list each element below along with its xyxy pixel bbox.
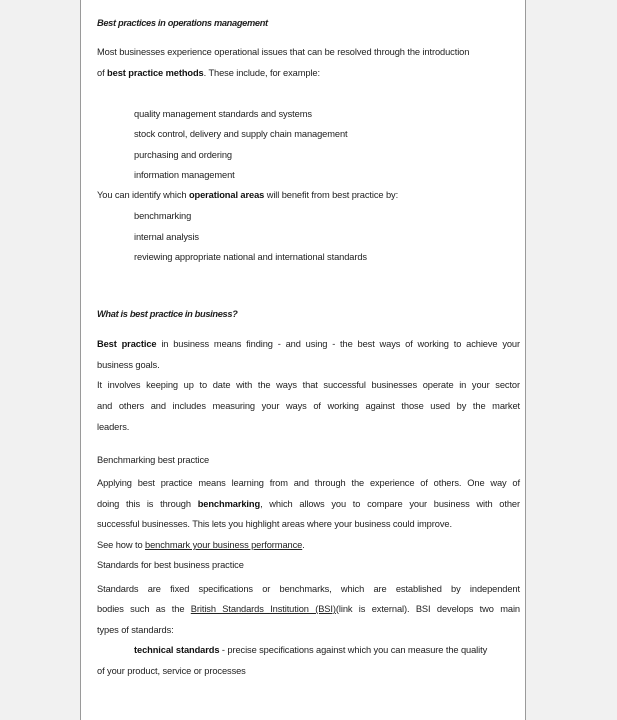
text: doing this is through [97, 499, 198, 509]
list-item-technical-standards-line2: of your product, service or processes [97, 666, 246, 676]
text: See how to [97, 540, 145, 550]
bold-term-best-practice-methods: best practice methods [107, 68, 204, 78]
bold-term-operational-areas: operational areas [188, 190, 265, 200]
bsi-link[interactable]: British Standards Institution (BSI) [190, 604, 336, 614]
bold-term-technical-standards: technical standards [134, 645, 220, 655]
list-item-method: benchmarking [134, 211, 192, 221]
list-item-method: reviewing appropriate national and international standards [134, 252, 367, 262]
text: (link is external). BSI develops two main [335, 604, 520, 614]
text: You can identify which [97, 190, 189, 200]
paragraph-identify [97, 189, 520, 202]
text: . These include, for example: [203, 68, 320, 78]
text: , which allows you to compare your business with other [260, 499, 520, 509]
paragraph-standards-line2 [97, 603, 520, 616]
subheading-standards: Standards for best business practice [97, 560, 244, 570]
text: in business means finding - and using - the best ways of working to achieve your [156, 339, 520, 349]
benchmark-performance-link[interactable]: benchmark your business performance [145, 540, 303, 550]
bold-term-benchmarking: benchmarking [197, 499, 261, 509]
section-heading-best-practices: Best practices in operations management [97, 18, 268, 28]
paragraph-benchmarking-line2 [97, 498, 520, 511]
paragraph-benchmarking-line3: successful businesses. This lets you highlight areas where your business could improve. [97, 519, 452, 529]
paragraph-intro-line1: Most businesses experience operational issues that can be resolved through the introduction [97, 47, 470, 57]
paragraph-standards-line1: Standards are fixed specifications or benchmarks, which are established by independent [97, 584, 520, 594]
paragraph-definition-line2: business goals. [97, 360, 160, 370]
text: bodies such as the [97, 604, 191, 614]
text: will benefit from best practice by: [264, 190, 399, 200]
subheading-benchmarking: Benchmarking best practice [97, 455, 210, 465]
list-item-method: internal analysis [134, 232, 199, 242]
text: - precise specifications against which you can measure the quality [219, 645, 488, 655]
list-item-example: stock control, delivery and supply chain management [134, 129, 348, 139]
document-page [80, 0, 526, 720]
paragraph-intro-line2 [97, 67, 520, 80]
paragraph-see-how [97, 539, 520, 552]
list-item-example: purchasing and ordering [134, 150, 232, 160]
text: . [302, 540, 305, 550]
paragraph-definition-line1 [97, 338, 520, 351]
paragraph-benchmarking-line1: Applying best practice means learning from and through the experience of others. One way of [97, 478, 520, 488]
paragraph-involves-line2: and others and includes measuring your ways of working against those used by the market [97, 401, 520, 411]
list-item-example: information management [134, 170, 235, 180]
paragraph-involves-line3: leaders. [97, 422, 130, 432]
paragraph-standards-line3: types of standards: [97, 625, 174, 635]
text: of [97, 68, 108, 78]
section-heading-what-is-best-practice: What is best practice in business? [97, 309, 238, 319]
list-item-example: quality management standards and systems [134, 109, 312, 119]
list-item-technical-standards [134, 644, 520, 657]
paragraph-involves-line1: It involves keeping up to date with the ways that successful businesses operate in your sector [97, 380, 520, 390]
bold-term-best-practice: Best practice [97, 339, 157, 349]
